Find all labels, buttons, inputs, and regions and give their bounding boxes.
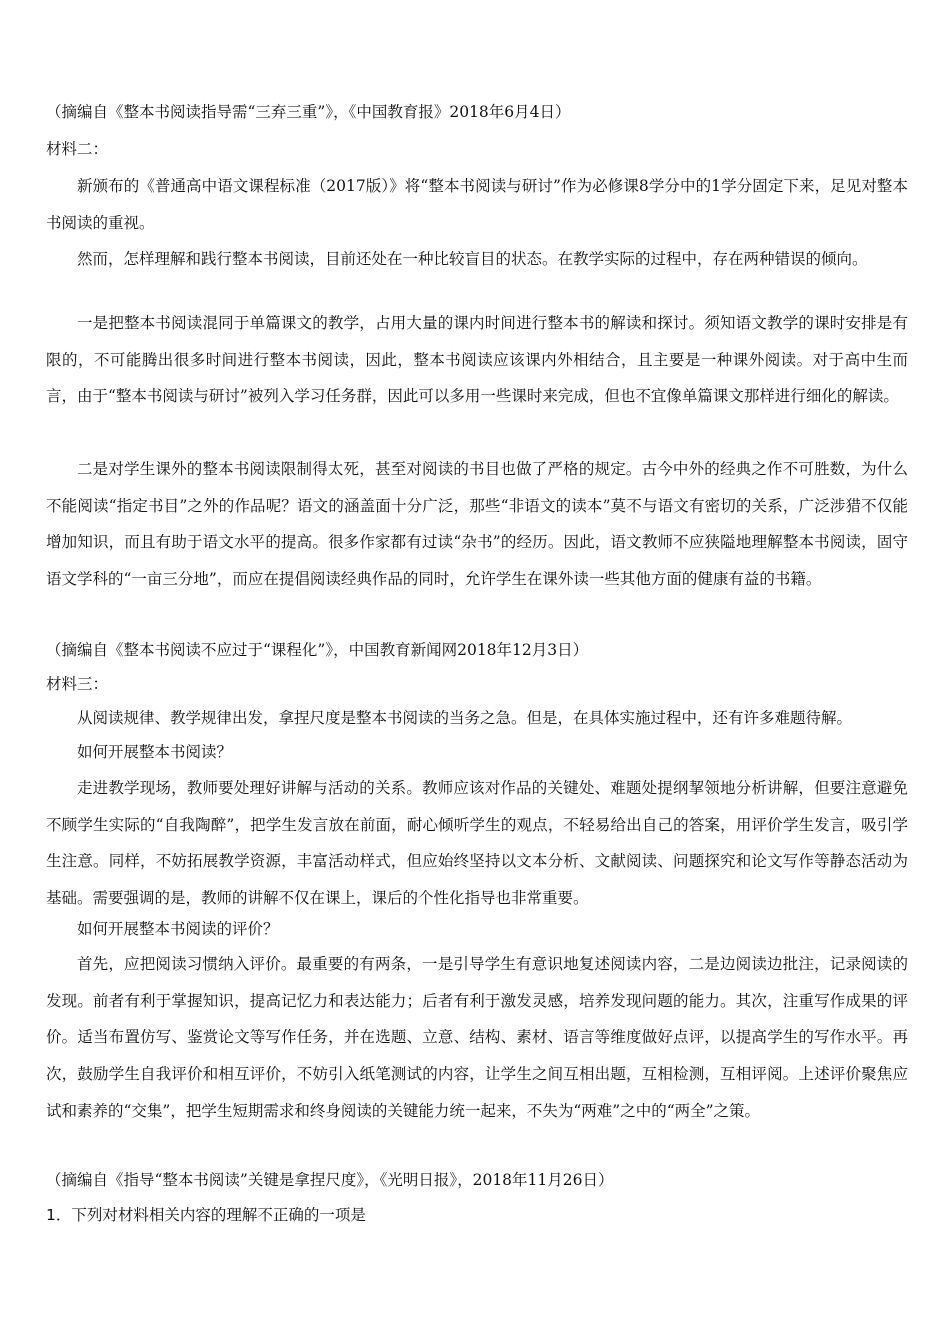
material-two-paragraph-3: 一是把整本书阅读混同于单篇课文的教学，占用大量的课内时间进行整本书的解读和探讨。须知语文教学的课时安排是有限的，不可能腾出很多时间进行整本书阅读，因此，整本书阅读应该课内外相结合，且主要是一种课外阅读。对于高中生而言，由于“整本书阅读与研讨”被列入学习任务群，因此可以多用一些课时来完成，但也不宜像单篇课文那样进行细化的解读。: [46, 314, 908, 406]
material-two-paragraph-1: 新颁布的《普通高中语文课程标准（2017版）》将“整本书阅读与研讨”作为必修课8学分中的1学分固定下来，足见对整本书阅读的重视。: [46, 177, 908, 232]
material-two-heading: 材料二：: [46, 140, 109, 158]
material-three-paragraph-3: 首先，应把阅读习惯纳入评价。最重要的有两条，一是引导学生有意识地复述阅读内容，二是边阅读边批注，记录阅读的发现。前者有利于掌握知识，提高记忆力和表达能力；后者有利于激发灵感，培养发现问题的能力。其次，注重写作成果的评价。适当布置仿写、鉴赏论文等写作任务，并在选题、立意、结构、素材、语言等维度做好点评，以提高学生的写作水平。再次，鼓励学生自我评价和相互评价，不妨引入纸笔测试的内容，让学生之间互相出题，互相检测，互相评阅。上述评价聚焦应试和素养的“交集”，把学生短期需求和终身阅读的关键能力统一起来，不失为“两难”之中的“两全”之策。: [46, 955, 908, 1120]
material-two-paragraph-4: 二是对学生课外的整本书阅读限制得太死，甚至对阅读的书目也做了严格的规定。古今中外的经典之作不可胜数，为什么不能阅读“指定书目”之外的作品呢？语文的涵盖面十分广泛，那些“非语文的读本”莫不与语文有密切的关系，广泛涉猎不仅能增加知识，而且有助于语文水平的提高。很多作家都有过读“杂书”的经历。因此，语文教师不应狭隘地理解整本书阅读，固守语文学科的“一亩三分地”，而应在提倡阅读经典作品的同时，允许学生在课外读一些其他方面的健康有益的书籍。: [46, 460, 908, 589]
material-three-question-2: 如何开展整本书阅读的评价？: [77, 920, 279, 938]
source-citation-1: （摘编自《整本书阅读指导需“三弃三重”》，《中国教育报》2018年6月4日）: [46, 103, 571, 121]
question-1-stem: 1．下列对材料相关内容的理解不正确的一项是: [46, 1206, 366, 1224]
source-citation-3: （摘编自《指导“整本书阅读”关键是拿捏尺度》，《光明日报》，2018年11月26日）: [46, 1171, 614, 1189]
material-three-paragraph-2: 走进教学现场，教师要处理好讲解与活动的关系。教师应该对作品的关键处、难题处提纲挈领地分析讲解，但要注意避免不顾学生实际的“自我陶醉”，把学生发言放在前面，耐心倾听学生的观点，不轻易给出自己的答案，用评价学生发言，吸引学生注意。同样，不妨拓展教学资源，丰富活动样式，但应始终坚持以文本分析、文献阅读、问题探究和论文写作等静态活动为基础。需要强调的是，教师的讲解不仅在课上，课后的个性化指导也非常重要。: [46, 779, 908, 908]
material-two-paragraph-2: 然而，怎样理解和践行整本书阅读，目前还处在一种比较盲目的状态。在教学实际的过程中，存在两种错误的倾向。: [77, 250, 868, 268]
material-three-question-1: 如何开展整本书阅读？: [77, 743, 233, 761]
material-three-heading: 材料三：: [46, 675, 109, 693]
source-citation-2: （摘编自《整本书阅读不应过于“课程化”》，中国教育新闻网2018年12月3日）: [46, 641, 589, 659]
material-three-paragraph-1: 从阅读规律、教学规律出发，拿捏尺度是整本书阅读的当务之急。但是，在具体实施过程中，还有许多难题待解。: [77, 709, 853, 727]
